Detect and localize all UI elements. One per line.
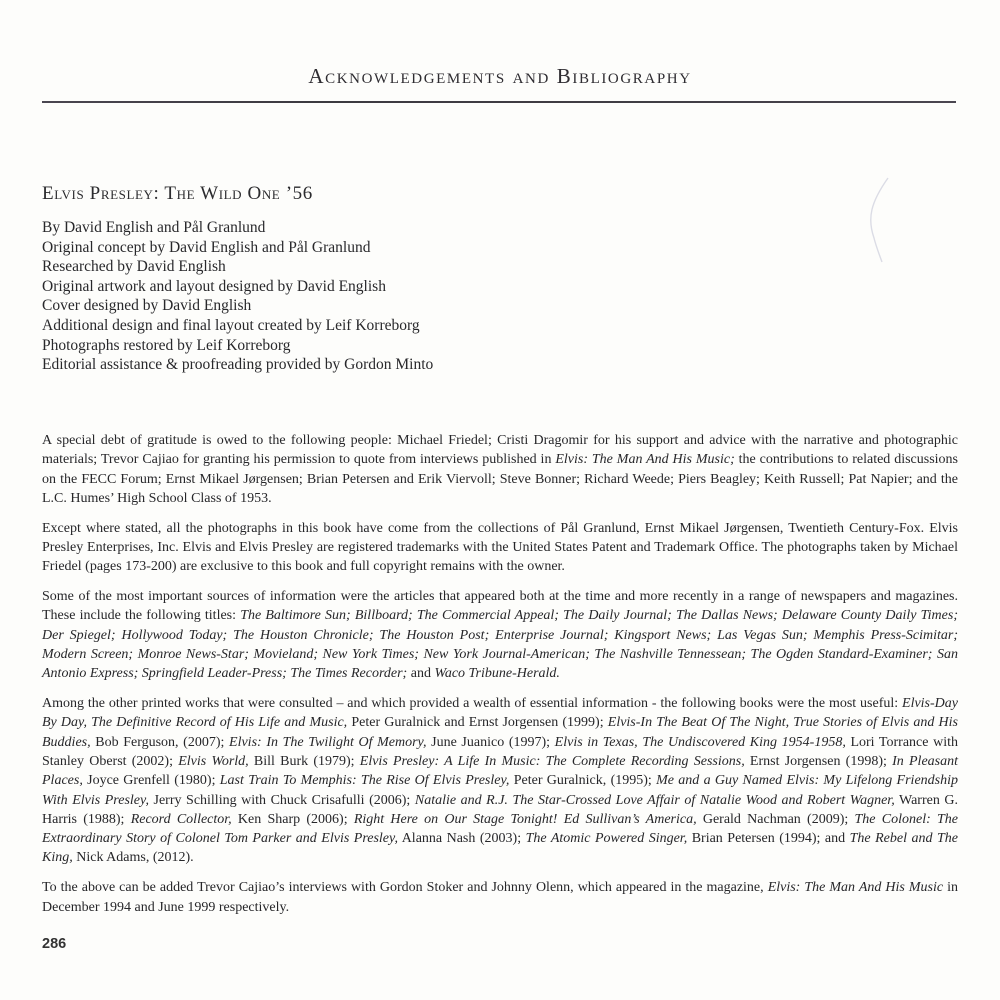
body-text: in December 1994 and June 1999 respectively.	[42, 880, 959, 915]
credit-line: Original concept by David English and Pål Granlund	[42, 238, 371, 256]
body-text: A special debt of gratitude is owed to the following people: Michael Friedel; Cristi Dragomir for his support and advice with the narrative and photographic materials; Trevor Cajiao for granting his permission to quote from interviews published in	[42, 433, 958, 468]
body-text: Except where stated, all the photographs in this book have come from the collections of Pål Granlund, Ernst Mikael Jørgensen, Twentieth Century-Fox. Elvis Presley Enterprises, Inc. Elvis and Elvis Presley are registered trademarks with the United States Patent and Trademark Office. The photographs taken by Michael Friedel (pages 173-200) are exclusive to this book and full copyright remains with the owner.	[42, 520, 958, 575]
body-text: June Juanico (1997);	[426, 734, 555, 750]
page-number: 286	[42, 936, 67, 952]
italic-title-text: Last Train To Memphis: The Rise Of Elvis Presley,	[219, 773, 510, 789]
body-text: Lori Torrance with Stanley Oberst (2002);	[42, 734, 958, 769]
italic-title-text: In Pleasant Places,	[42, 753, 958, 789]
page-header-title: Acknowledgements and Bibliography	[308, 64, 692, 88]
italic-title-text: The Rebel and The King,	[42, 831, 958, 866]
italic-title-text: Me and a Guy Named Elvis: My Lifelong Friendship With Elvis Presley,	[42, 773, 958, 808]
italic-title-text: Elvis-In The Beat Of The Night, True Stories of Elvis and His Buddies,	[42, 715, 958, 750]
italic-title-text: Record Collector,	[130, 811, 232, 827]
italic-title-text: The Baltimore Sun; Billboard; The Commercial Appeal; The Daily Journal; The Dallas News; Delaware County Daily Times; Der Spiegel; Hollywood Today; The Houston Chronicle; The Houston Post; Enterprise Journal; Kingsport News; Las Vegas Sun; Memphis Press-Scimitar; Modern Screen; Monroe News-Star; Movieland; New York Times; New York Journal-American; The Nashville Tennessean; The Ogden Standard-Examiner; San Antonio Express; Springfield Leader-Press; The Times Recorder;	[42, 608, 958, 682]
body-text: Peter Guralnick and Ernst Jorgensen (1999);	[347, 715, 608, 731]
body-text: Alanna Nash (2003);	[397, 831, 526, 847]
body-text: Nick Adams, (2012).	[72, 850, 194, 866]
italic-title-text: Elvis in Texas, The Undiscovered King 1954-1958,	[554, 734, 846, 750]
body-text: Ken Sharp (2006);	[231, 811, 354, 827]
body-text: Some of the most important sources of information were the articles that appeared both at the time and more recently in a range of newspapers and magazines. These include the following titles:	[42, 589, 958, 624]
italic-title-text: Right Here on Our Stage Tonight! Ed Sullivan’s America,	[353, 811, 697, 827]
italic-title-text: The Atomic Powered Singer,	[525, 831, 688, 847]
italic-title-text: The Colonel: The Extraordinary Story of Colonel Tom Parker and Elvis Presley,	[42, 811, 958, 847]
paragraph	[42, 878, 958, 917]
italic-title-text: Elvis World,	[178, 753, 249, 769]
body-text: Peter Guralnick, (1995);	[509, 773, 657, 789]
credit-line: Cover designed by David English	[42, 297, 252, 315]
body-text: Jerry Schilling with Chuck Crisafulli (2006);	[148, 792, 415, 808]
body-text: Warren G. Harris (1988);	[42, 792, 958, 827]
body-text: Bob Ferguson, (2007);	[90, 734, 230, 750]
italic-title-text: Natalie and R.J. The Star-Crossed Love Affair of Natalie Wood and Robert Wagner,	[414, 792, 895, 808]
credits	[42, 218, 958, 375]
credit-line: By David English and Pål Granlund	[42, 219, 266, 236]
credit-line: Photographs restored by Leif Korreborg	[42, 336, 291, 354]
credit-line: Researched by David English	[42, 258, 226, 276]
body-paragraphs	[42, 431, 958, 927]
paragraph	[42, 519, 958, 577]
credit-line: Additional design and final layout created by Leif Korreborg	[42, 316, 420, 334]
book-title: Elvis Presley: The Wild One ’56	[42, 183, 313, 204]
paragraph	[42, 587, 958, 683]
credit-line: Original artwork and layout designed by David English	[42, 277, 386, 295]
header-rule-divider	[42, 101, 956, 103]
body-text: Brian Petersen (1994); and	[687, 831, 850, 847]
italic-title-text: Elvis: The Man And His Music	[767, 880, 944, 896]
paragraph	[42, 694, 958, 868]
body-text: Joyce Grenfell (1980);	[82, 773, 220, 789]
body-text: To the above can be added Trevor Cajiao’s interviews with Gordon Stoker and Johnny Olenn, which appeared in the magazine,	[42, 880, 768, 896]
body-text: and	[407, 666, 435, 682]
paragraph	[42, 431, 958, 508]
italic-title-text: Waco Tribune-Herald.	[434, 666, 560, 682]
italic-title-text: Elvis Presley: A Life In Music: The Complete Recording Sessions,	[359, 753, 745, 769]
italic-title-text: Elvis: The Man And His Music;	[555, 452, 735, 468]
italic-title-text: Elvis-Day By Day, The Definitive Record of His Life and Music,	[42, 696, 958, 731]
body-text: Ernst Jorgensen (1998);	[744, 753, 893, 769]
body-text: the contributions to related discussions on the FECC Forum; Ernst Mikael Jørgensen; Brian Petersen and Erik Viervoll; Steve Bonner; Richard Weede; Piers Beagley; Keith Russell; Pat Napier; and the L.C. Humes’ High School Class of 1953.	[42, 452, 958, 506]
italic-title-text: Elvis: In The Twilight Of Memory,	[229, 734, 427, 750]
body-text: Among the other printed works that were consulted – and which provided a wealth of essential information - the following books were the most useful:	[42, 696, 903, 712]
credit-line: Editorial assistance & proofreading provided by Gordon Minto	[42, 356, 434, 374]
body-text: Bill Burk (1979);	[248, 753, 360, 769]
body-text: Gerald Nachman (2009);	[696, 811, 855, 827]
